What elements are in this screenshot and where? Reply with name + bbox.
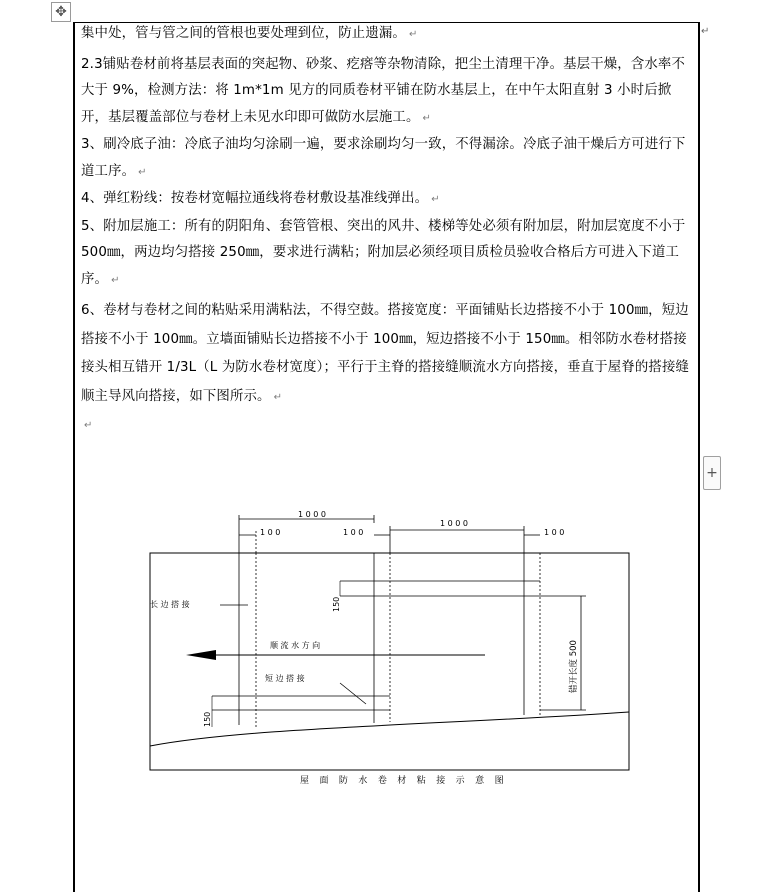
table-move-handle[interactable]	[51, 2, 71, 22]
dim-150-upper: 150	[332, 596, 341, 612]
add-row-button[interactable]	[703, 456, 721, 490]
figure-caption: 屋 面 防 水 卷 材 粘 接 示 意 图	[300, 776, 508, 786]
dim-100-b: 1 0 0	[343, 528, 364, 537]
empty-paragraph: ↵	[84, 420, 93, 431]
dim-100-a: 1 0 0	[260, 528, 281, 537]
paragraph: 5、附加层施工：所有的阴阳角、套管管根、突出的风井、楼梯等处必须有附加层，附加层宽度不小于 500㎜，两边均匀搭接 250㎜，要求进行满粘；附加层必须经项目质检员验收合格后方可进入下道工序。 ↵	[81, 218, 686, 287]
move-icon: ✥	[55, 4, 67, 20]
document-body	[81, 21, 695, 440]
label-short-edge: 短 边 搭 接	[265, 674, 305, 683]
paragraph: 6、卷材与卷材之间的粘贴采用满粘法，不得空鼓。搭接宽度：平面铺贴长边搭接不小于 100㎜，短边搭接不小于 100㎜。立墙面铺贴长边搭接不小于 100㎜，短边搭接不小于 150㎜。相邻防水卷材搭接接头相互错开 1/3L（L 为防水卷材宽度）；平行于主脊的搭接缝顺流水方向搭接，垂直于屋脊的搭接缝顺主导风向搭接，如下图所示。 ↵	[81, 303, 690, 404]
label-long-edge: 长 边 搭 接	[150, 600, 190, 609]
roof-slope-line	[150, 712, 629, 746]
paragraph: 4、弹红粉线：按卷材宽幅拉通线将卷材敷设基准线弹出。 ↵	[81, 191, 440, 206]
label-flow-direction: 顺 流 水 方 向	[270, 641, 321, 650]
flow-arrow	[186, 650, 216, 660]
dim-1000-right: 1 0 0 0	[440, 519, 468, 528]
dim-1000-left: 1 0 0 0	[298, 510, 326, 519]
waterproof-membrane-diagram	[140, 505, 640, 795]
cell-end-mark: ↵	[701, 26, 710, 37]
plus-icon: +	[706, 465, 718, 481]
paragraph: 集中处，管与管之间的管根也要处理到位，防止遗漏。 ↵	[81, 26, 418, 41]
dim-100-c: 1 0 0	[544, 528, 565, 537]
diagram-stroke	[340, 683, 366, 704]
paragraph: 3、刷冷底子油：冷底子油均匀涂刷一遍，要求涂刷均匀一致，不得漏涂。冷底子油干燥后方可进行下道工序。 ↵	[81, 137, 686, 179]
diagram-border	[150, 553, 629, 770]
dim-150-lower: 150	[203, 711, 212, 727]
label-stagger-length: 错开长度 500	[569, 640, 579, 693]
paragraph: 2.3铺贴卷材前将基层表面的突起物、砂浆、疙瘩等杂物清除，把尘土清理干净。基层干燥，含水率不大于 9%，检测方法：将 1m*1m 见方的同质卷材平铺在防水基层上，在中午太阳直射 3 小时后掀开，基层覆盖部位与卷材上未见水印即可做防水层施工。 ↵	[81, 56, 685, 125]
